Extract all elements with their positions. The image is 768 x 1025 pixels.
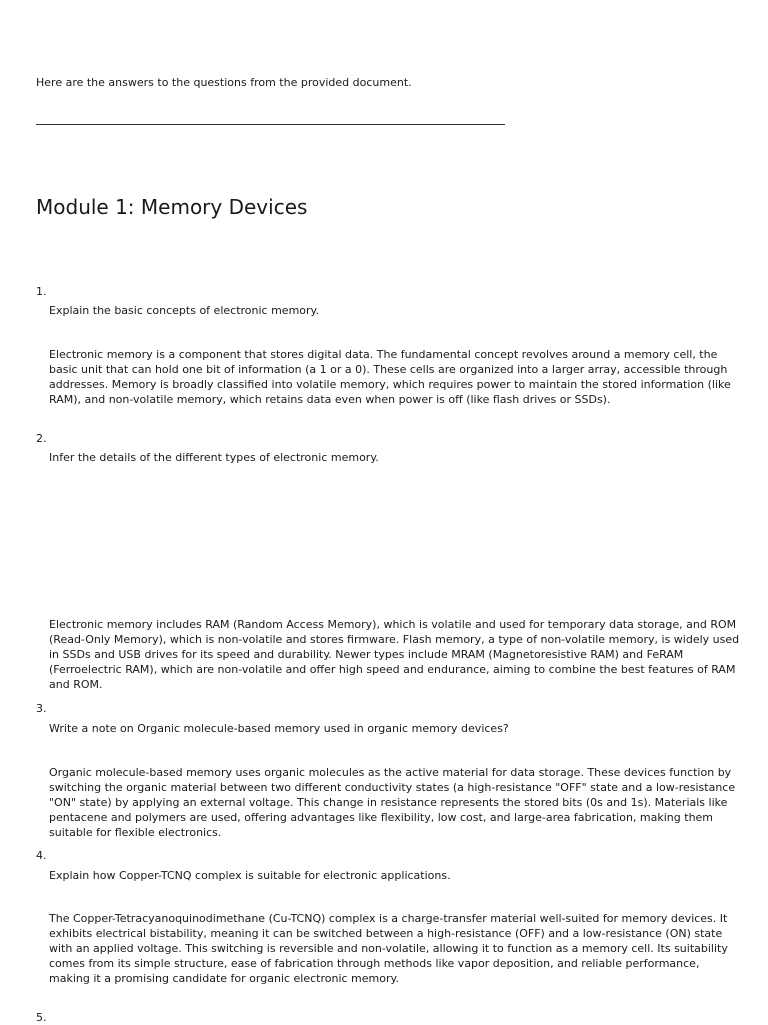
question-3: Write a note on Organic molecule-based memory used in organic memory devices? [49,722,509,735]
module-title: Module 1: Memory Devices [36,195,308,219]
answer-2: Electronic memory includes RAM (Random Access Memory), which is volatile and used for temporary data storage, and ROM (Read-Only Memory), which is non-volatile and stores firmware. Flash memory, a type of non-volatile memory, is widely used in SSDs and USB drives for its speed and durability. Newer types include MRAM (Magnetoresistive RAM) and FeRAM (Ferroelectric RAM), which are non-volatile and offer high speed and endurance, aiming to combine the best features of RAM and ROM. [49,618,740,691]
question-number-2: 2. [36,432,47,445]
question-number-5: 5. [36,1011,47,1024]
horizontal-divider [36,124,505,125]
question-4: Explain how Copper-TCNQ complex is suitable for electronic applications. [49,869,451,882]
answer-4: The Copper-Tetracyanoquinodimethane (Cu-TCNQ) complex is a charge-transfer material well-suited for memory devices. It exhibits electrical bistability, meaning it can be switched between a high-resistance (OFF) and a low-resistance (ON) state with an applied voltage. This switching is reversible and non-volatile, allowing it to function as a memory cell. Its suitability comes from its simple structure, ease of fabrication through methods like vapor deposition, and reliable performance, making it a promising candidate for organic electronic memory. [49,912,728,985]
question-1: Explain the basic concepts of electronic memory. [49,304,319,317]
answer-3: Organic molecule-based memory uses organic molecules as the active material for data storage. These devices function by switching the organic material between two different conductivity states (a high-resistance "OFF" state and a low-resistance "ON" state) by applying an external voltage. This change in resistance represents the stored bits (0s and 1s). Materials like pentacene and polymers are used, offering advantages like flexibility, low cost, and large-area fabrication, making them suitable for flexible electronics. [49,766,736,839]
answer-1: Electronic memory is a component that stores digital data. The fundamental concept revolves around a memory cell, the basic unit that can hold one bit of information (a 1 or a 0). These cells are organized into a larger array, accessible through addresses. Memory is broadly classified into volatile memory, which requires power to maintain the stored information (like RAM), and non-volatile memory, which retains data even when power is off (like flash drives or SSDs). [49,348,731,406]
question-number-3: 3. [36,702,47,715]
question-number-1: 1. [36,285,47,298]
question-number-4: 4. [36,849,47,862]
question-2: Infer the details of the different types of electronic memory. [49,451,379,464]
intro-text: Here are the answers to the questions from the provided document. [36,76,412,89]
